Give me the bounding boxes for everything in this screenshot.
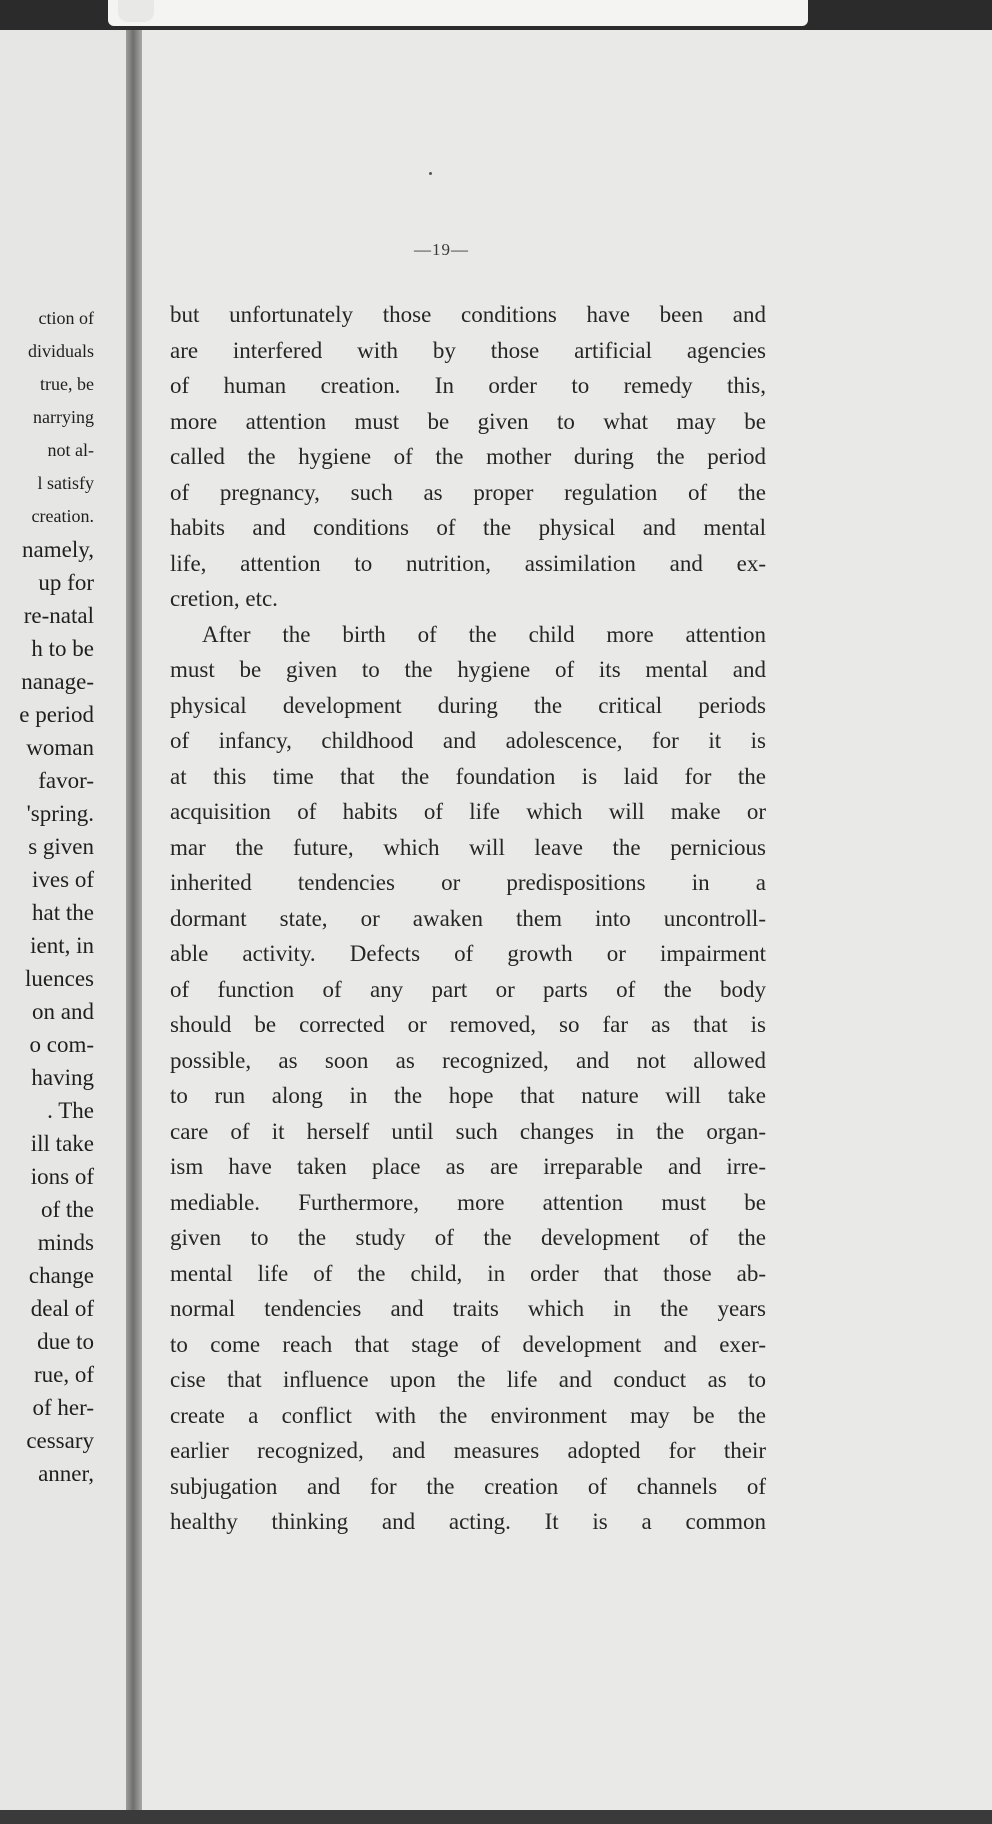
text-line: subjugation and for the creation of channels of bbox=[170, 1473, 766, 1499]
left-page-line: dividuals bbox=[28, 341, 94, 361]
text-line: are interfered with by those artificial agencies bbox=[170, 337, 766, 363]
text-line: should be corrected or removed, so far as that is bbox=[170, 1012, 766, 1037]
scan-bottom-border bbox=[0, 1810, 992, 1824]
text-line: cretion, etc. bbox=[170, 586, 278, 611]
page-number: —19— bbox=[414, 240, 469, 259]
left-page-line: re-natal bbox=[23, 603, 94, 628]
text-line: of function of any part or parts of the body bbox=[170, 976, 766, 1002]
left-page-line: up for bbox=[38, 570, 94, 595]
left-page-line: true, be bbox=[40, 374, 94, 394]
text-line: After the birth of the child more attention bbox=[202, 621, 766, 647]
scan-top-tab bbox=[118, 0, 154, 22]
left-page-line: nanage- bbox=[21, 669, 94, 694]
text-line: given to the study of the development of the bbox=[170, 1225, 766, 1250]
left-page-line: of her- bbox=[32, 1395, 94, 1420]
text-line: more attention must be given to what may be bbox=[170, 408, 766, 434]
left-page-line: . The bbox=[47, 1098, 94, 1123]
text-line: acquisition of habits of life which will make or bbox=[170, 799, 766, 824]
left-page-line: ient, in bbox=[30, 933, 94, 958]
print-speck bbox=[429, 172, 432, 175]
text-line: called the hygiene of the mother during the period bbox=[170, 444, 766, 469]
left-page-line: favor- bbox=[38, 768, 94, 793]
left-page-line: 'spring. bbox=[26, 801, 94, 826]
left-page-line: not al- bbox=[47, 440, 94, 460]
left-page-line: minds bbox=[37, 1230, 94, 1255]
left-page-line: e period bbox=[19, 702, 94, 727]
text-line: to run along in the hope that nature will take bbox=[170, 1083, 766, 1108]
text-line: habits and conditions of the physical and mental bbox=[170, 515, 766, 540]
left-page-text-column bbox=[0, 302, 130, 1490]
text-line: mental life of the child, in order that those ab- bbox=[170, 1260, 766, 1286]
text-line: inherited tendencies or predispositions in a bbox=[170, 870, 766, 895]
text-line: healthy thinking and acting. It is a common bbox=[170, 1509, 766, 1534]
text-line: to come reach that stage of development and exer- bbox=[170, 1331, 766, 1357]
left-page-line: l satisfy bbox=[37, 473, 94, 493]
body-text bbox=[170, 297, 766, 1540]
left-page-line: having bbox=[31, 1065, 94, 1090]
text-line: but unfortunately those conditions have been and bbox=[170, 302, 766, 327]
left-page-line: rue, of bbox=[33, 1362, 94, 1387]
book-spine bbox=[126, 30, 142, 1810]
left-page-line: on and bbox=[32, 999, 94, 1024]
left-page-line: deal of bbox=[30, 1296, 94, 1321]
text-line: must be given to the hygiene of its mental and bbox=[170, 657, 766, 682]
left-page-line: cessary bbox=[26, 1428, 94, 1453]
text-line: physical development during the critical periods bbox=[170, 692, 766, 718]
text-line: normal tendencies and traits which in the years bbox=[170, 1296, 766, 1321]
text-line: cise that influence upon the life and conduct as to bbox=[170, 1367, 766, 1392]
left-page-line: luences bbox=[25, 966, 94, 991]
left-page-line: ives of bbox=[32, 867, 94, 892]
text-line: earlier recognized, and measures adopted for their bbox=[170, 1438, 766, 1463]
text-line: dormant state, or awaken them into uncontroll- bbox=[170, 905, 766, 931]
text-line: able activity. Defects of growth or impairment bbox=[170, 941, 766, 966]
scan-top-paper-edge bbox=[108, 0, 808, 26]
left-page-line: ions of bbox=[30, 1164, 94, 1189]
left-page-line: narrying bbox=[33, 407, 94, 427]
left-page-line: hat the bbox=[32, 900, 94, 925]
left-page-line: o com- bbox=[29, 1032, 94, 1057]
text-line: ism have taken place as are irreparable and irre- bbox=[170, 1154, 766, 1179]
text-line: care of it herself until such changes in the organ- bbox=[170, 1118, 766, 1144]
left-page-line: woman bbox=[26, 735, 94, 760]
text-line: mar the future, which will leave the pernicious bbox=[170, 834, 766, 860]
text-line: at this time that the foundation is laid for the bbox=[170, 763, 766, 789]
left-page bbox=[0, 30, 130, 1810]
left-page-line: namely, bbox=[22, 537, 94, 562]
left-page-line: h to be bbox=[31, 636, 94, 661]
left-page-line: change bbox=[28, 1263, 94, 1288]
text-line: of infancy, childhood and adolescence, for it is bbox=[170, 728, 766, 753]
left-page-line: ction of bbox=[38, 308, 94, 328]
left-page-line: creation. bbox=[31, 506, 94, 526]
text-line: of pregnancy, such as proper regulation of the bbox=[170, 479, 766, 505]
text-line: of human creation. In order to remedy this, bbox=[170, 373, 766, 398]
text-line: create a conflict with the environment may be the bbox=[170, 1402, 766, 1428]
text-line: possible, as soon as recognized, and not allowed bbox=[170, 1047, 766, 1073]
left-page-line: of the bbox=[40, 1197, 94, 1222]
left-page-line: due to bbox=[37, 1329, 94, 1354]
text-line: life, attention to nutrition, assimilation and ex- bbox=[170, 550, 766, 576]
left-page-line: anner, bbox=[38, 1461, 94, 1486]
text-line: mediable. Furthermore, more attention must be bbox=[170, 1189, 766, 1215]
left-page-line: s given bbox=[28, 834, 94, 859]
left-page-line: ill take bbox=[30, 1131, 94, 1156]
